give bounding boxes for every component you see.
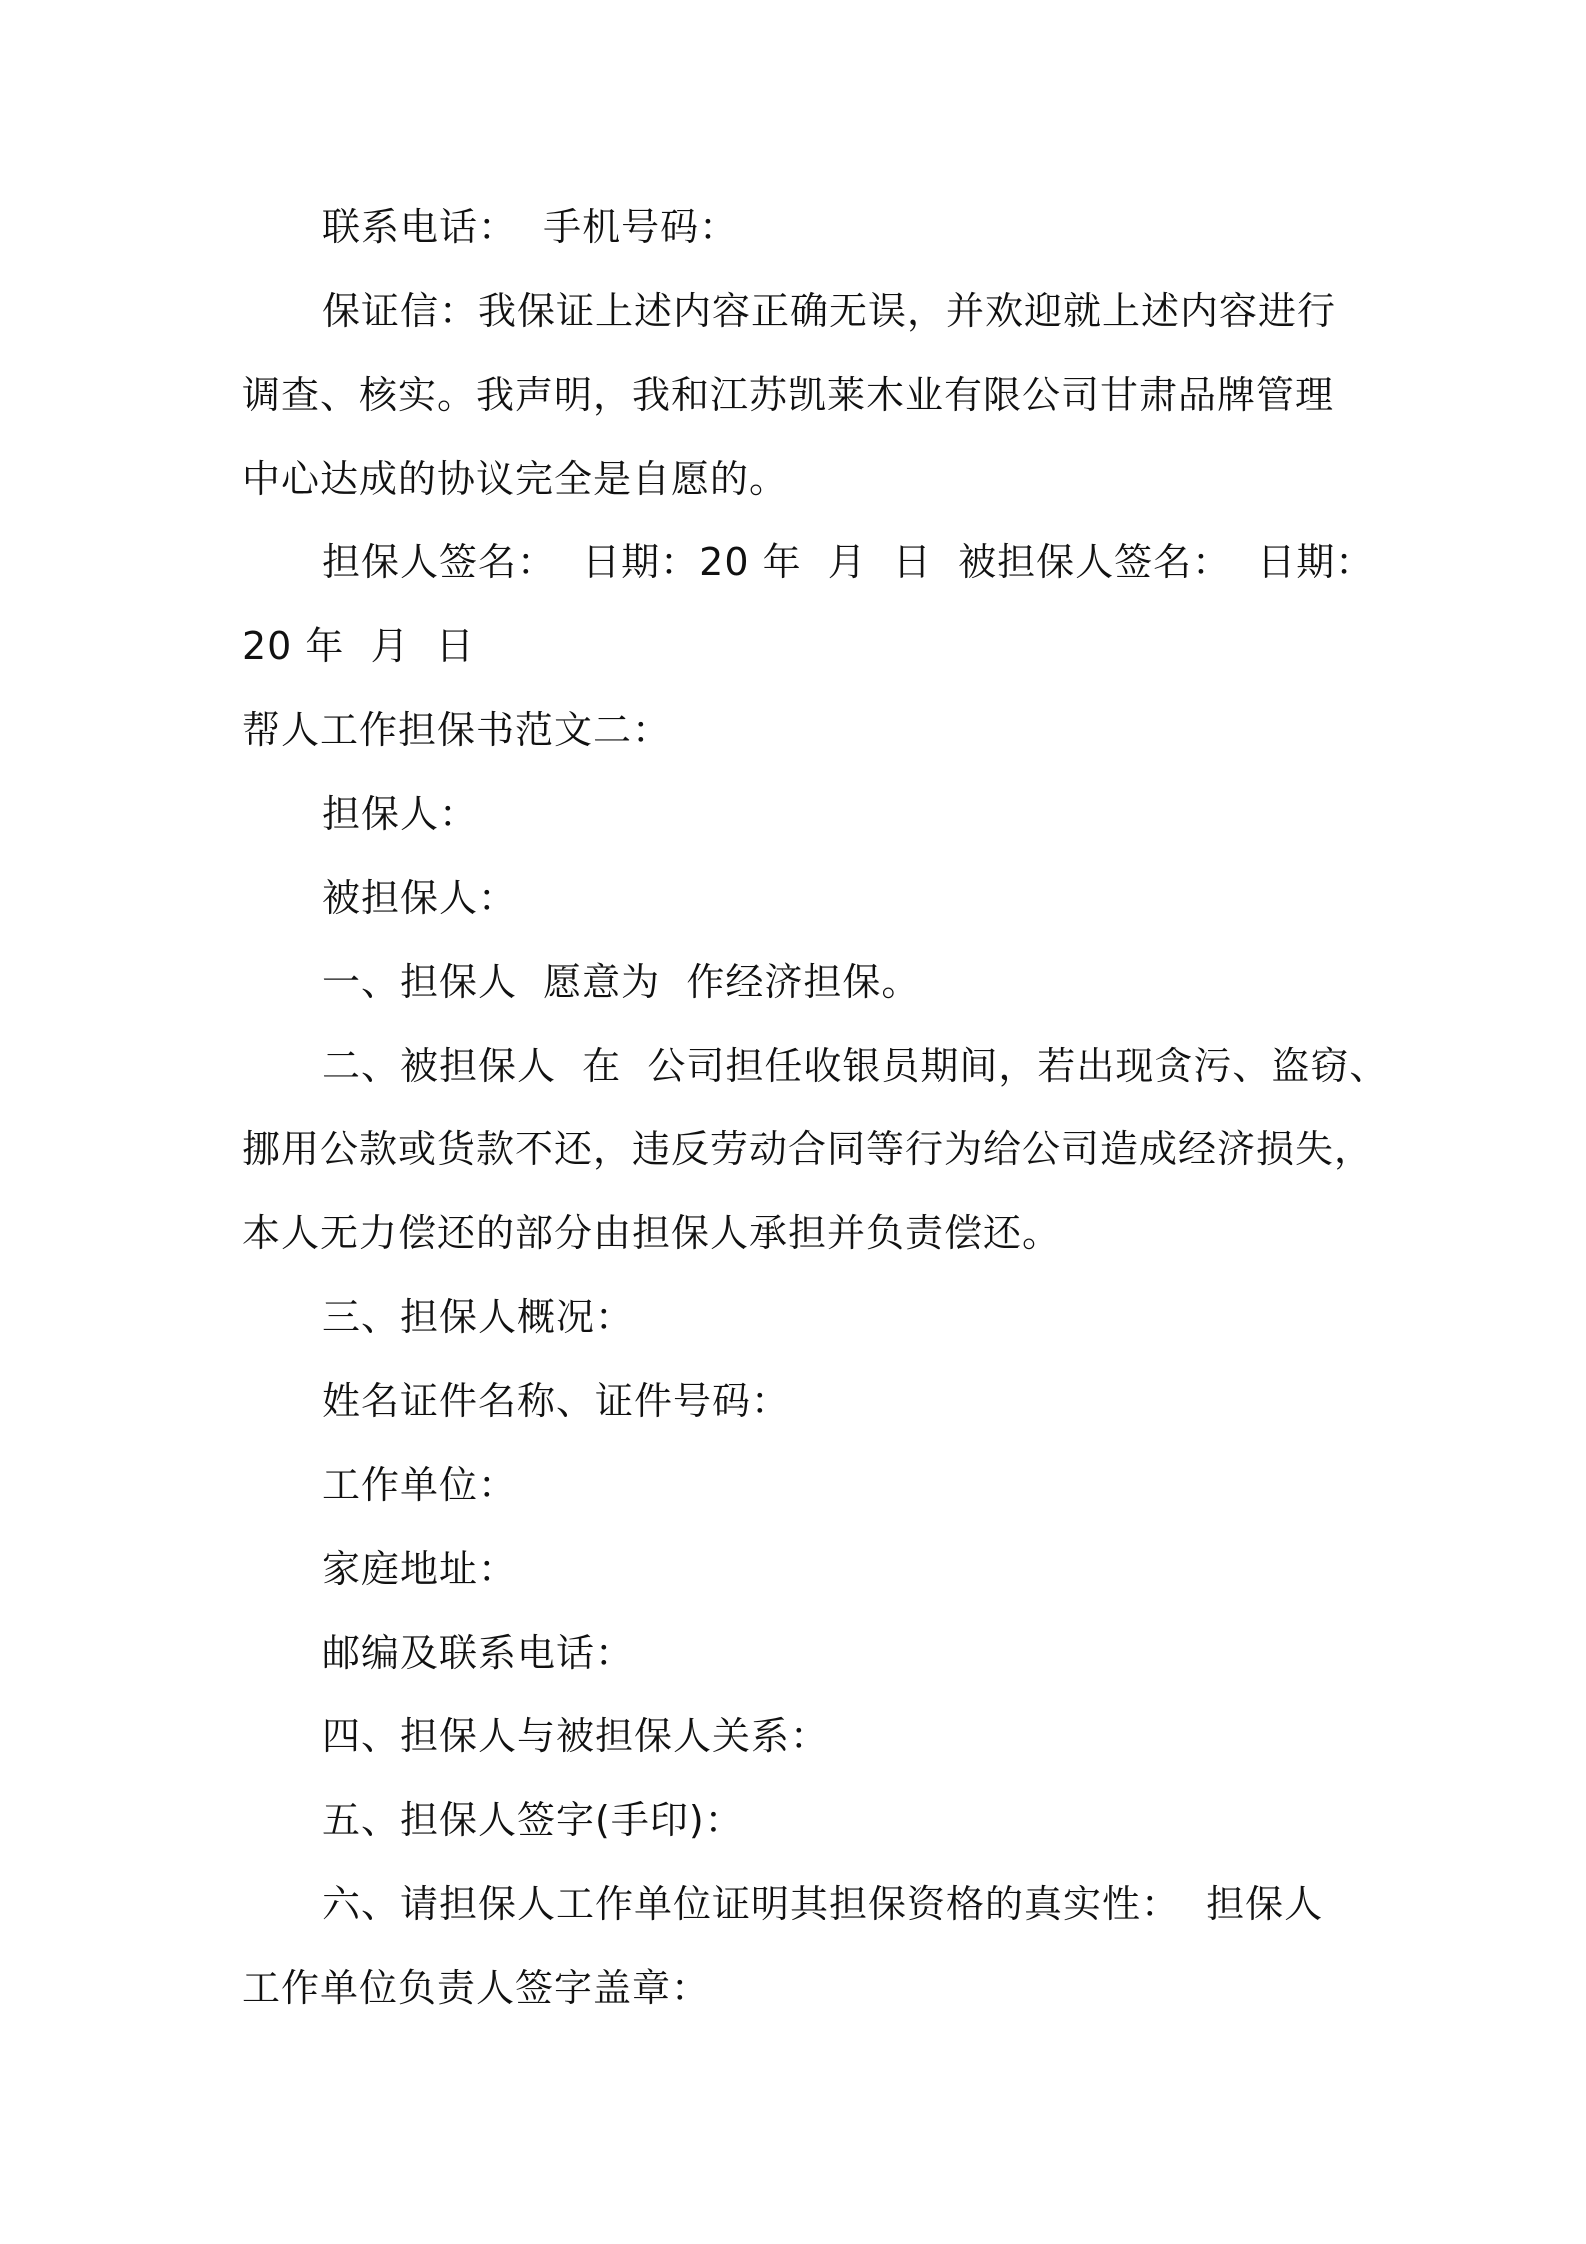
clause-6-line-1: 六、请担保人工作单位证明其担保资格的真实性： 担保人 — [322, 1882, 1324, 1926]
name-id-field: 姓名证件名称、证件号码： — [322, 1379, 791, 1423]
guarantor-field: 担保人： — [322, 792, 479, 836]
clause-5: 五、担保人签字(手印)： — [322, 1798, 744, 1842]
clause-6-line-2: 工作单位负责人签字盖章： — [242, 1966, 711, 2010]
clause-2-line-3: 本人无力偿还的部分由担保人承担并负责偿还。 — [242, 1211, 1062, 1255]
clause-2-line-1: 二、被担保人 在 公司担任收银员期间，若出现贪污、盗窃、 — [322, 1044, 1389, 1088]
postcode-phone-field: 邮编及联系电话： — [322, 1631, 635, 1675]
guarantee-statement-line-2: 调查、核实。我声明，我和江苏凯莱木业有限公司甘肃品牌管理 — [242, 373, 1335, 417]
contact-phone-line: 联系电话： 手机号码： — [322, 205, 739, 249]
clause-2-line-2: 挪用公款或货款不还，违反劳动合同等行为给公司造成经济损失， — [242, 1127, 1374, 1171]
signature-date-line-2: 20 年 月 日 — [242, 624, 475, 668]
work-unit-field: 工作单位： — [322, 1463, 518, 1507]
guarantee-statement-line-3: 中心达成的协议完全是自愿的。 — [242, 457, 789, 501]
clause-4: 四、担保人与被担保人关系： — [322, 1714, 830, 1758]
clause-3-heading: 三、担保人概况： — [322, 1295, 635, 1339]
guarantee-statement-line-1: 保证信：我保证上述内容正确无误，并欢迎就上述内容进行 — [322, 289, 1337, 333]
clause-1: 一、担保人 愿意为 作经济担保。 — [322, 960, 921, 1004]
signature-date-line-1: 担保人签名： 日期：20 年 月 日 被担保人签名： 日期： — [322, 540, 1375, 584]
guaranteed-person-field: 被担保人： — [322, 876, 518, 920]
home-address-field: 家庭地址： — [322, 1547, 518, 1591]
section-heading: 帮人工作担保书范文二： — [242, 708, 672, 752]
